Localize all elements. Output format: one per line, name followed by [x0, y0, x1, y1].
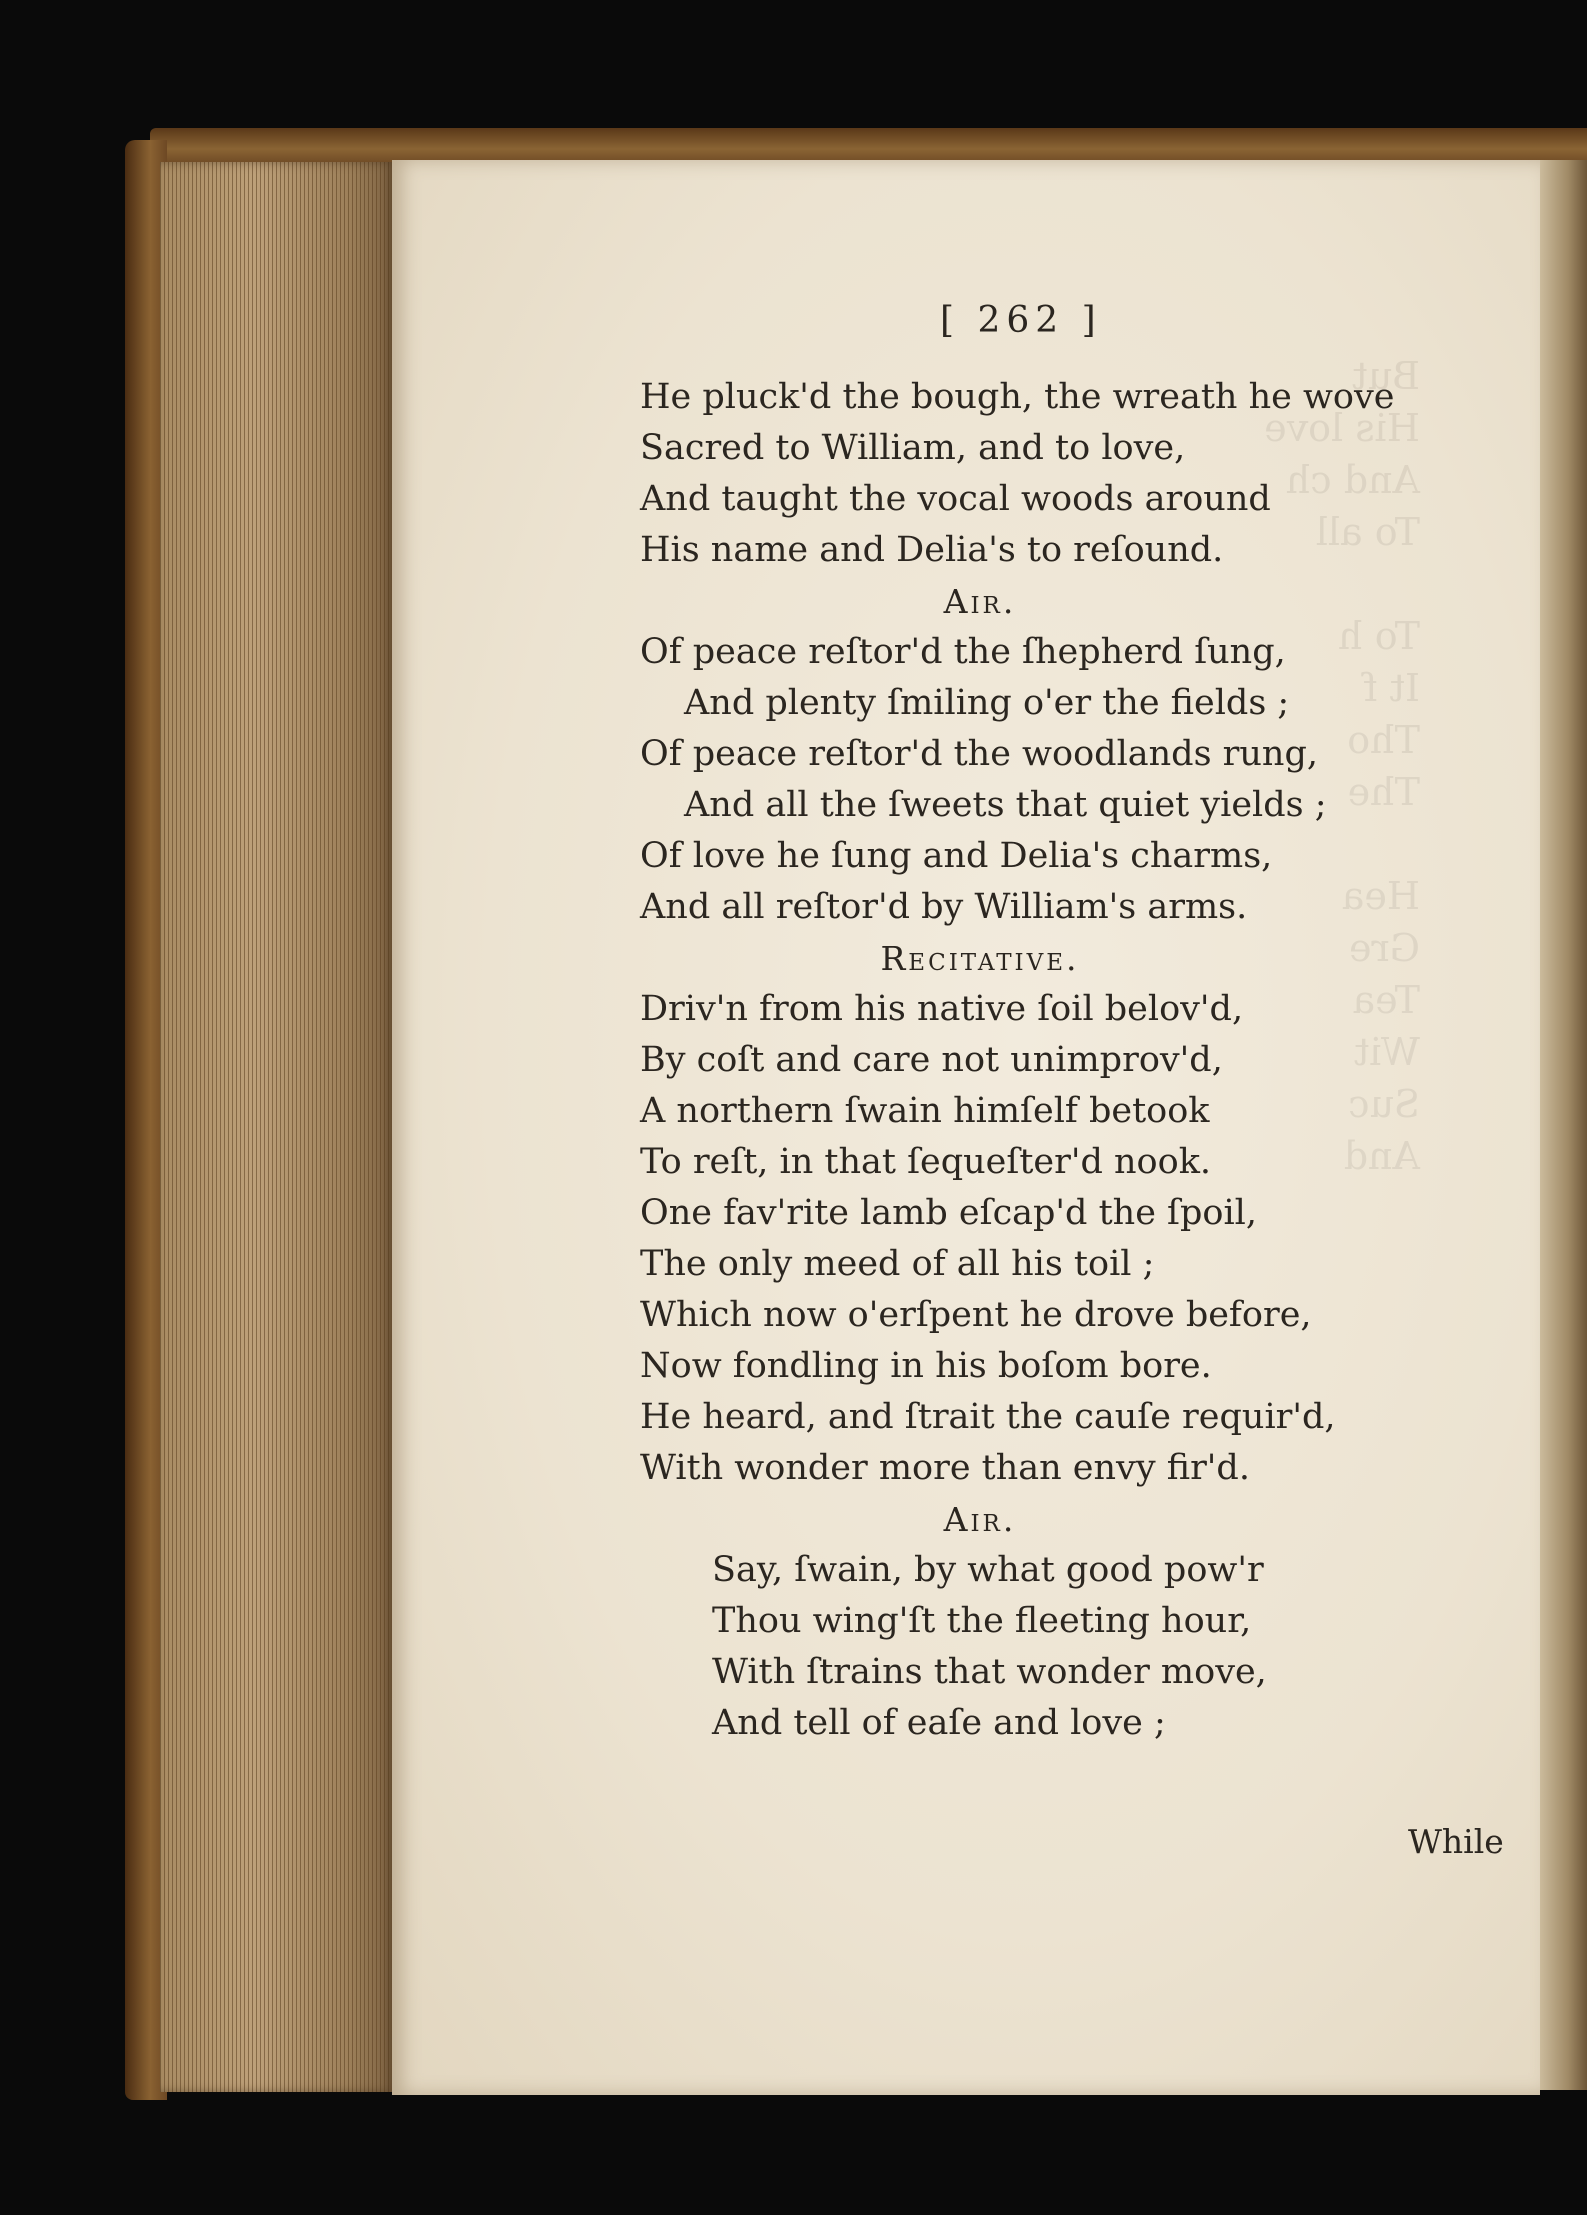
page-edges	[160, 162, 395, 2092]
verse-line: And all reſtor'd by William's arms.	[640, 887, 1248, 927]
poem-text	[640, 372, 1394, 1749]
verse-line: Now fondling in his boſom bore.	[640, 1346, 1212, 1386]
verse-line: With wonder more than envy fir'd.	[640, 1448, 1250, 1488]
verse-line: By coſt and care not unimprov'd,	[640, 1040, 1223, 1080]
verse-line: Thou wing'ſt the fleeting hour,	[712, 1601, 1252, 1641]
verse-line: Say, ſwain, by what good pow'r	[712, 1550, 1264, 1590]
next-page-edge	[1540, 160, 1587, 2090]
verse-line: And taught the vocal woods around	[640, 479, 1271, 519]
page-number: [ 262 ]	[940, 300, 1102, 341]
verse-line: He heard, and ſtrait the cauſe requir'd,	[640, 1397, 1336, 1437]
verse-line: And all the ſweets that quiet yields ;	[684, 785, 1327, 825]
catchword: While	[1408, 1822, 1504, 1861]
verse-line: With ſtrains that wonder move,	[712, 1652, 1267, 1692]
verse-line: Driv'n from his native ſoil belov'd,	[640, 989, 1244, 1029]
verse-line: Sacred to William, and to love,	[640, 428, 1186, 468]
section-heading: Recitative.	[880, 939, 1080, 978]
verse-line: Of love he ſung and Delia's charms,	[640, 836, 1273, 876]
verse-line: He pluck'd the bough, the wreath he wove	[640, 377, 1395, 417]
verse-line: To reſt, in that ſequeſter'd nook.	[640, 1142, 1212, 1182]
section-heading: Air.	[943, 582, 1017, 621]
verse-line: His name and Delia's to reſound.	[640, 530, 1224, 570]
verse-line: One fav'rite lamb eſcap'd the ſpoil,	[640, 1193, 1257, 1233]
verse-line: Of peace reſtor'd the ſhepherd ſung,	[640, 632, 1286, 672]
section-heading: Air.	[943, 1500, 1017, 1539]
verse-line: And plenty ſmiling o'er the fields ;	[684, 683, 1290, 723]
verse-line: Of peace reſtor'd the woodlands rung,	[640, 734, 1319, 774]
verse-line: A northern ſwain himſelf betook	[640, 1091, 1210, 1131]
verse-line: Which now o'erſpent he drove before,	[640, 1295, 1312, 1335]
verse-line: And tell of eaſe and love ;	[712, 1703, 1166, 1743]
verse-line: The only meed of all his toil ;	[640, 1244, 1155, 1284]
